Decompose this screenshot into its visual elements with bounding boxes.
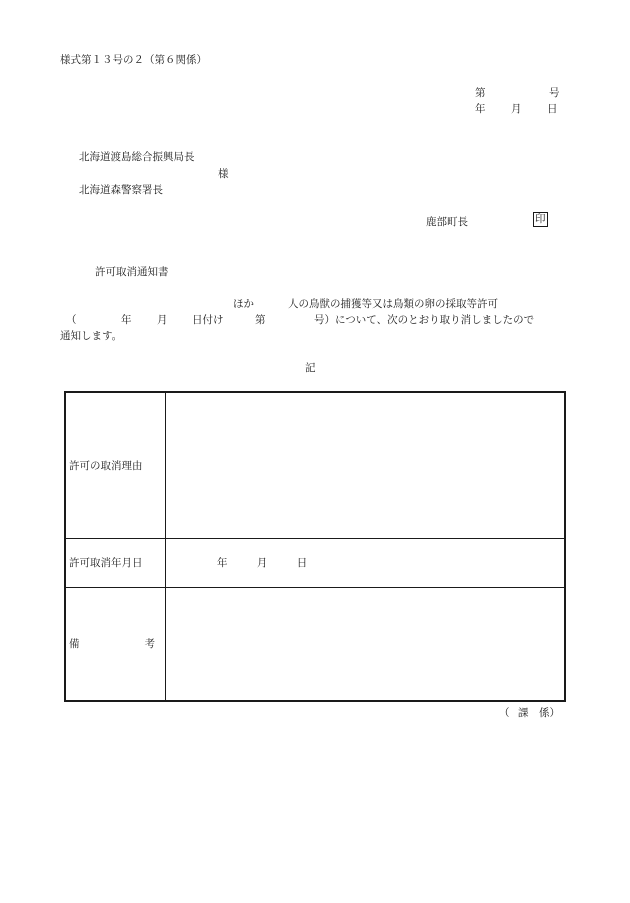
doc-number-dai: 第 bbox=[475, 87, 486, 99]
ki-heading: 記 bbox=[305, 362, 316, 374]
body-line2-rest: 号）について、次のとおり取り消しましたので bbox=[314, 314, 535, 326]
form-number: 様式第１３号の２（第６関係） bbox=[60, 54, 207, 66]
doc-number-go: 号 bbox=[549, 87, 560, 99]
table-row-date bbox=[65, 538, 565, 587]
table-row-reason bbox=[65, 392, 565, 538]
body-line3: 通知します。 bbox=[60, 330, 123, 342]
remarks-label-right: 考 bbox=[144, 638, 155, 651]
body-month: 月 bbox=[157, 314, 168, 326]
reason-value[interactable] bbox=[166, 392, 566, 538]
footer-kakari: 係） bbox=[539, 707, 560, 719]
record-table bbox=[64, 391, 566, 702]
date-row-year: 年 bbox=[217, 557, 228, 569]
date-year-label: 年 bbox=[475, 103, 486, 115]
sender-title: 鹿部町長 bbox=[426, 216, 468, 228]
footer-ka: 課 bbox=[518, 707, 529, 719]
date-row-label: 許可取消年月日 bbox=[65, 538, 166, 587]
date-month-label: 月 bbox=[511, 103, 522, 115]
document-title: 許可取消通知書 bbox=[95, 266, 169, 278]
remarks-label bbox=[65, 587, 166, 701]
date-row-day: 日 bbox=[296, 557, 308, 569]
seal-label: 印 bbox=[535, 213, 546, 225]
date-row-value[interactable] bbox=[166, 538, 566, 587]
addressee-1: 北海道渡島総合振興局長 bbox=[79, 151, 195, 163]
body-year: 年 bbox=[121, 314, 132, 326]
body-paren-open: （ bbox=[66, 314, 77, 326]
footer-paren-open: （ bbox=[499, 707, 510, 719]
addressee-honorific: 様 bbox=[218, 168, 229, 180]
body-line1: 人の鳥獣の捕獲等又は鳥類の卵の採取等許可 bbox=[288, 298, 498, 310]
table-row-remarks bbox=[65, 587, 565, 701]
date-row-month: 月 bbox=[256, 557, 268, 569]
seal-mark bbox=[533, 212, 548, 227]
addressee-2: 北海道森警察署長 bbox=[79, 184, 163, 196]
body-hoka: ほか bbox=[233, 298, 254, 310]
body-dai: 第 bbox=[255, 314, 266, 326]
body-day: 日付け bbox=[192, 314, 224, 326]
date-day-label: 日 bbox=[547, 103, 558, 115]
remarks-value[interactable] bbox=[166, 587, 566, 701]
reason-label: 許可の取消理由 bbox=[65, 392, 166, 538]
remarks-label-left: 備 bbox=[69, 638, 80, 651]
